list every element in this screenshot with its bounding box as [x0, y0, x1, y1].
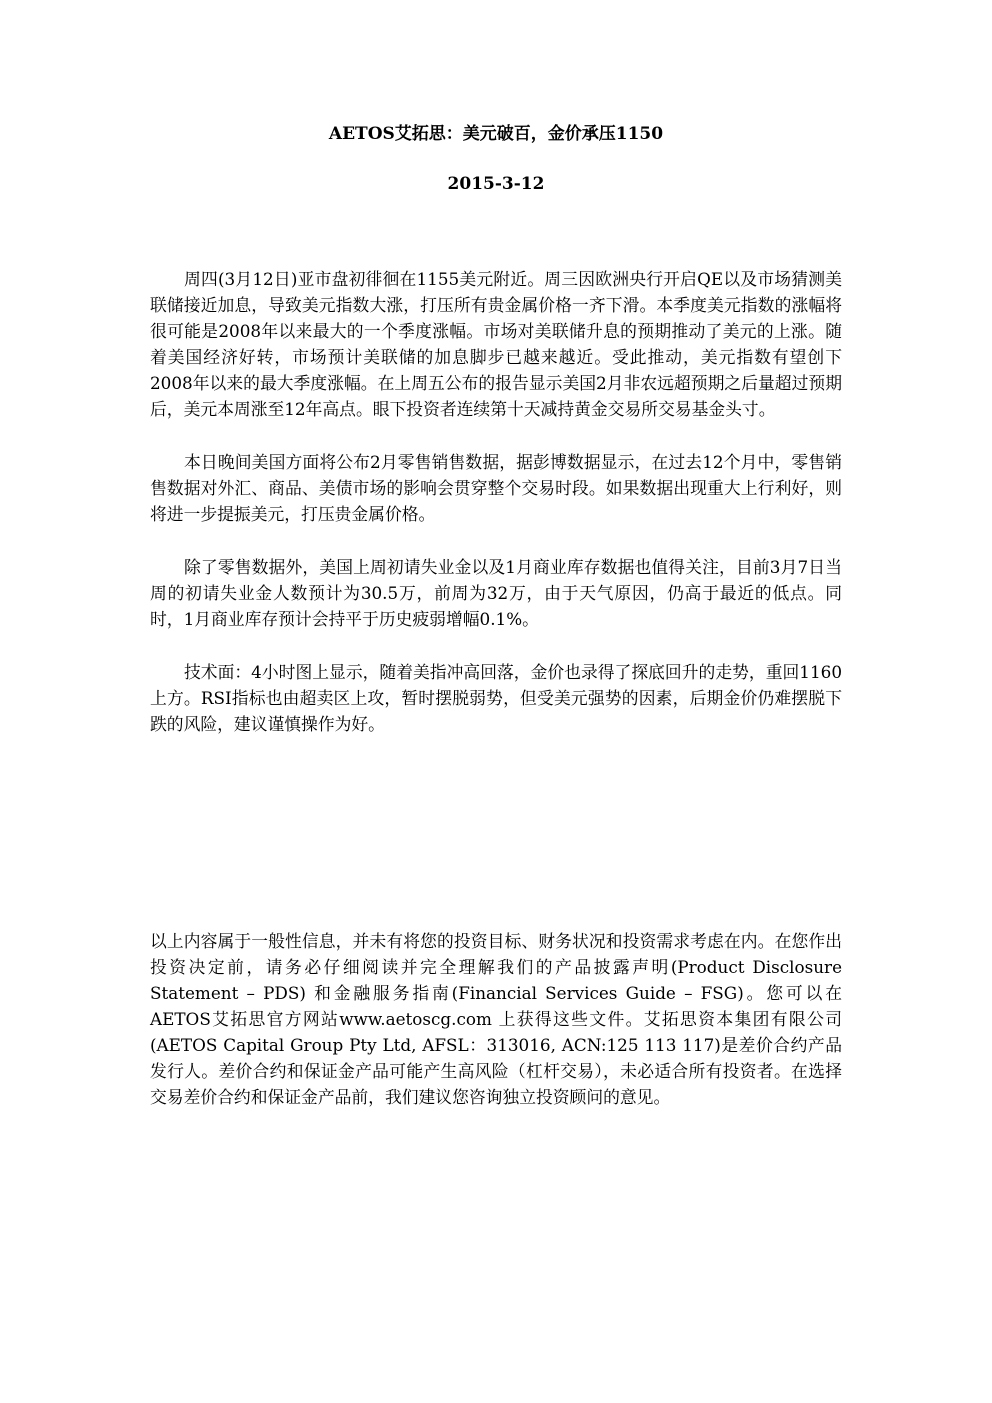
paragraph-jobless-claims: 除了零售数据外，美国上周初请失业金以及1月商业库存数据也值得关注，目前3月7日当周的初请失业金人数预计为30.5万，前周为32万，由于天气原因，仍高于最近的低点。同时，1月商业库存预计会持平于历史疲弱增幅0.1%。 [150, 557, 842, 629]
document-title: AETOS艾拓思：美元破百，金价承压1150 [328, 124, 664, 144]
paragraph-retail-sales: 本日晚间美国方面将公布2月零售销售数据，据彭博数据显示，在过去12个月中，零售销售数据对外汇、商品、美债市场的影响会贯穿整个交易时段。如果数据出现重大上行利好，则将进一步提振美元，打压贵金属价格。 [150, 452, 842, 524]
article-body [150, 266, 842, 764]
paragraph-market-overview: 周四(3月12日)亚市盘初徘徊在1155美元附近。周三因欧洲央行开启QE以及市场猜测美联储接近加息，导致美元指数大涨，打压所有贵金属价格一齐下滑。本季度美元指数的涨幅将很可能是2008年以来最大的一个季度涨幅。市场对美联储升息的预期推动了美元的上涨。随着美国经济好转，市场预计美联储的加息脚步已越来越近。受此推动，美元指数有望创下2008年以来的最大季度涨幅。在上周五公布的报告显示美国2月非农远超预期之后量超过预期后，美元本周涨至12年高点。眼下投资者连续第十天减持黄金交易所交易基金头寸。 [150, 269, 842, 419]
document-date: 2015-3-12 [447, 174, 545, 194]
paragraph-technical-analysis: 技术面：4小时图上显示，随着美指冲高回落，金价也录得了探底回升的走势，重回1160上方。RSI指标也由超卖区上攻，暂时摆脱弱势，但受美元强势的因素，后期金价仍难摆脱下跌的风险，建议谨慎操作为好。 [150, 662, 842, 734]
disclaimer-text: 以上内容属于一般性信息，并未有将您的投资目标、财务状况和投资需求考虑在内。在您作出投资决定前，请务必仔细阅读并完全理解我们的产品披露声明(Product Disclosure Statement – PDS) 和金融服务指南(Financial Services Guide – FSG)。您可以在AETOS艾拓思官方网站www.aetoscg.com 上获得这些文件。艾拓思资本集团有限公司(AETOS Capital Group Pty Ltd, AFSL：313016, ACN:125 113 117)是差价合约产品发行人。差价合约和保证金产品可能产生高风险（杠杆交易），未必适合所有投资者。在选择交易差价合约和保证金产品前，我们建议您咨询独立投资顾问的意见。 [150, 931, 842, 1107]
